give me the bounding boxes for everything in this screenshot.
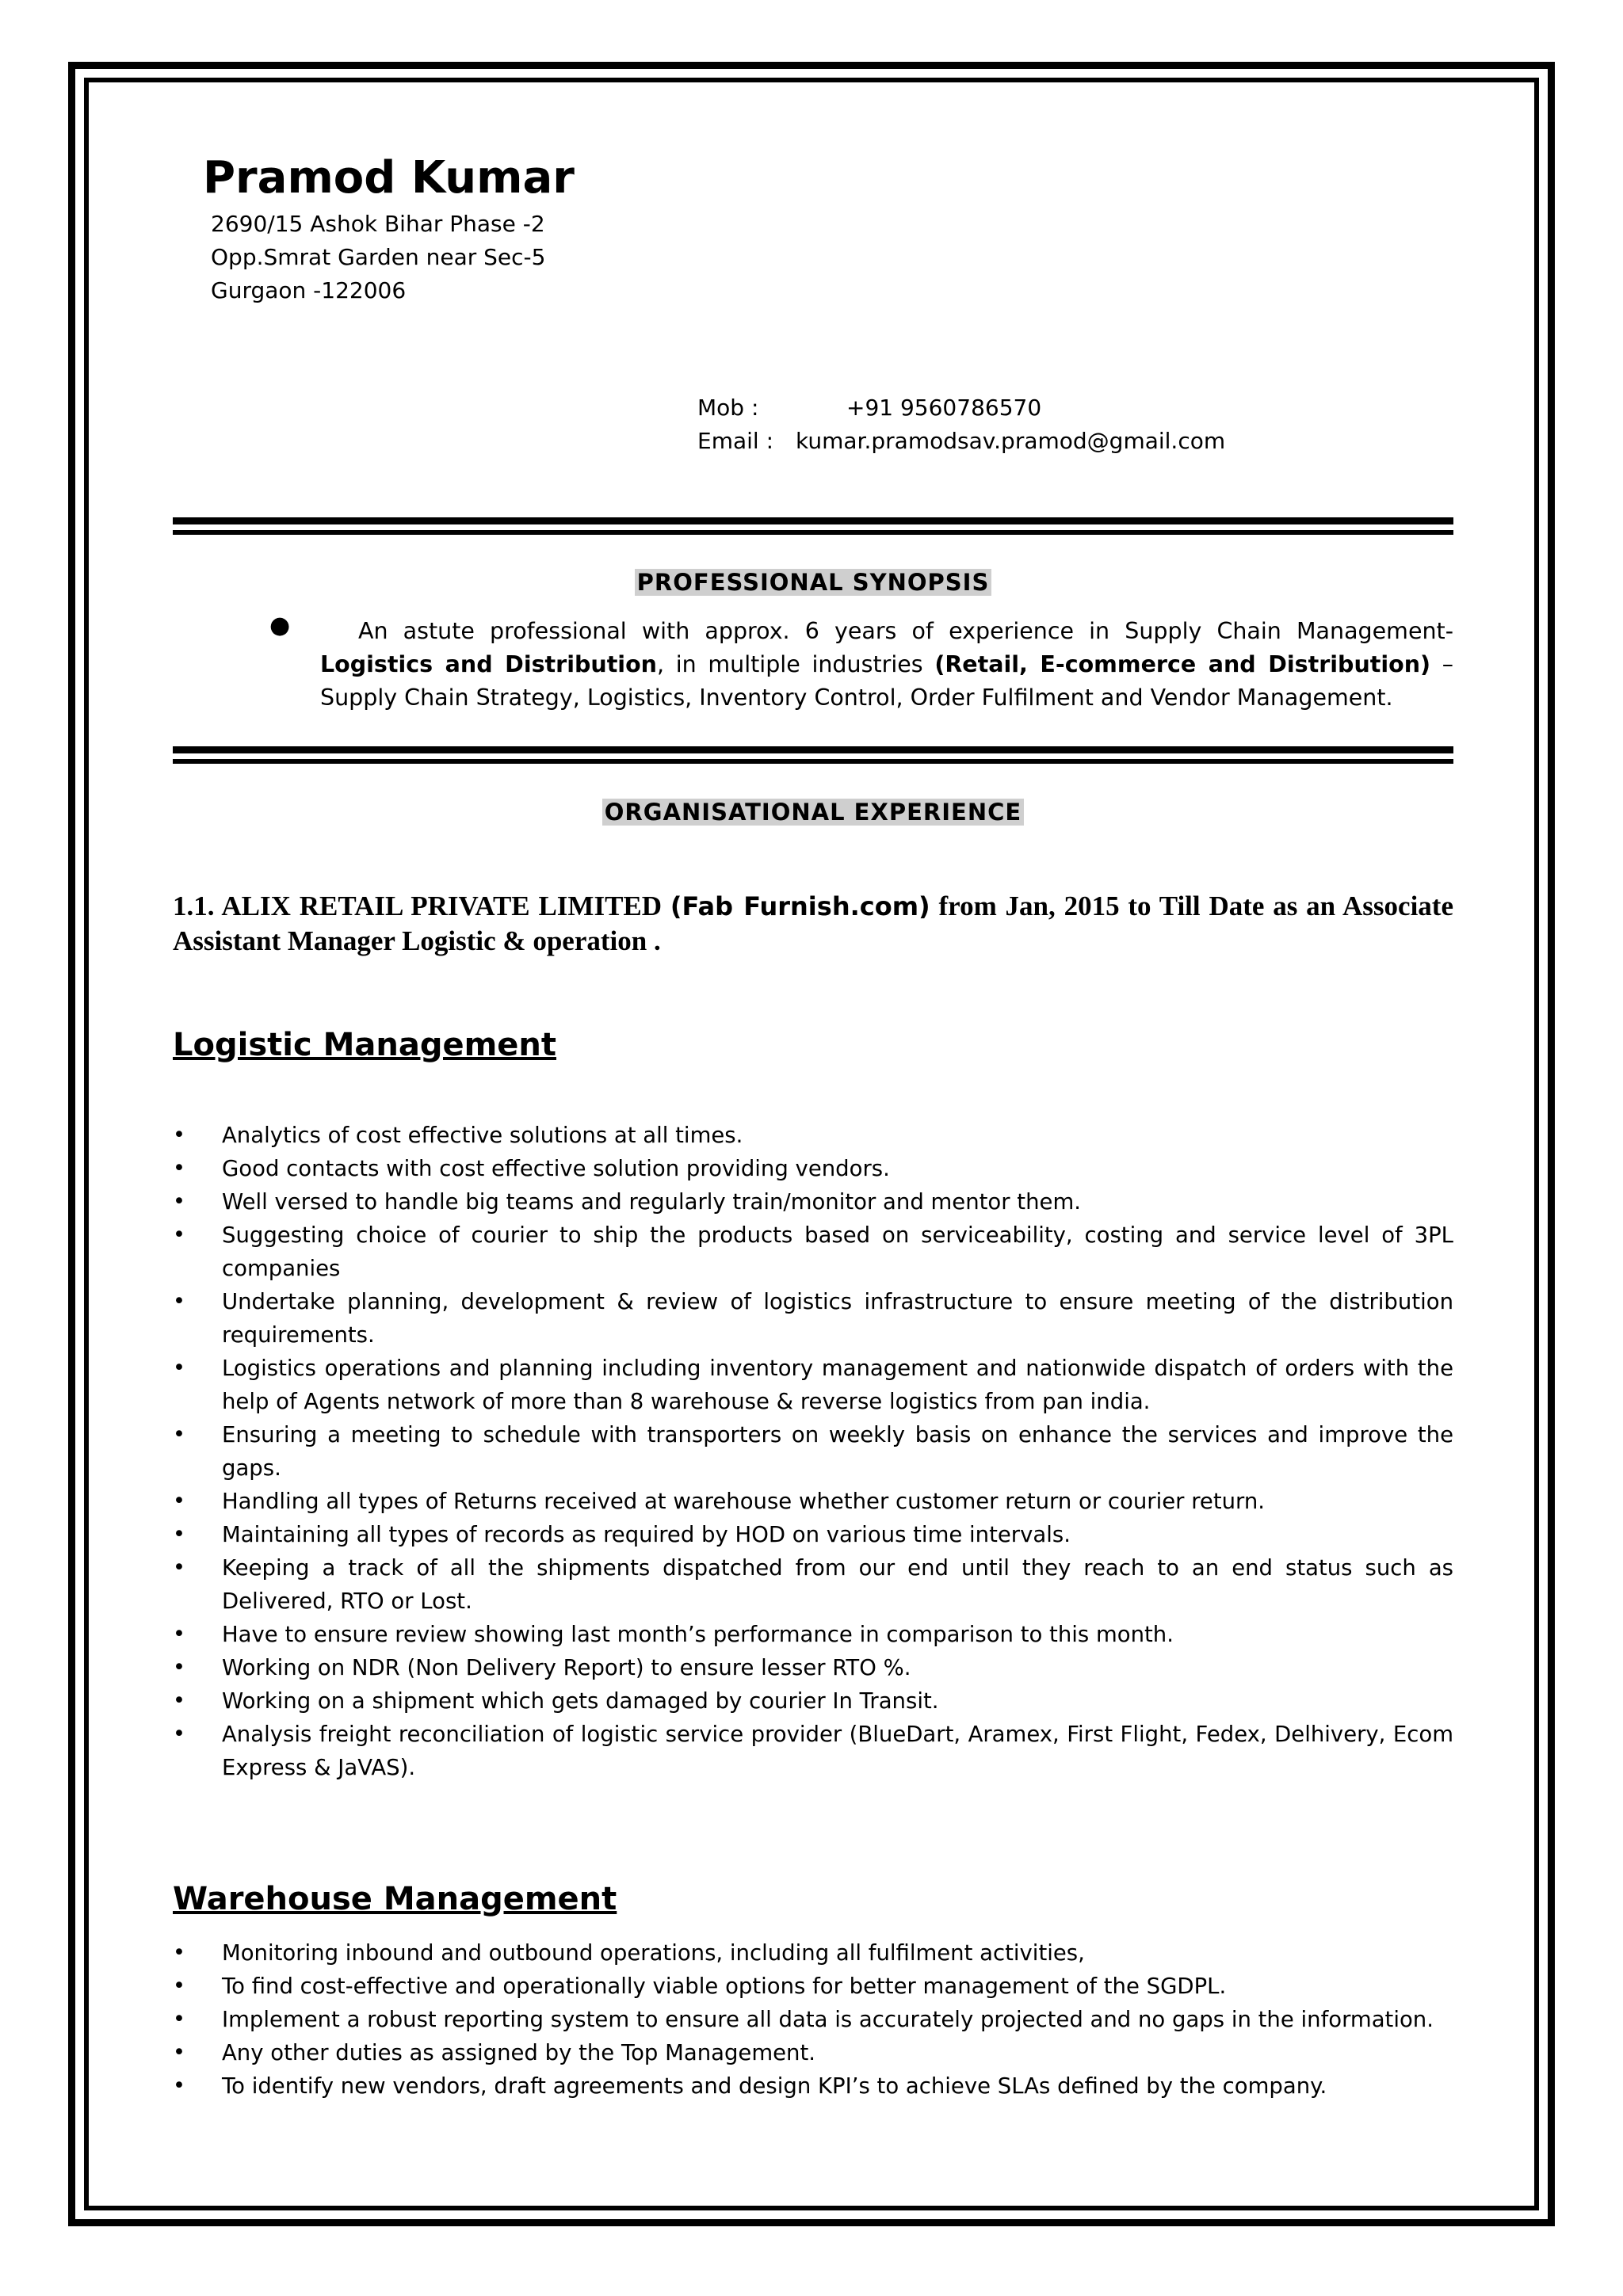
synopsis-text-1: An astute professional with approx. 6 years of experience in Supply Chain Management-	[358, 618, 1453, 644]
synopsis-title: PROFESSIONAL SYNOPSIS	[635, 569, 992, 596]
mobile-label: Mob :	[697, 395, 759, 421]
company-role: from Jan, 2015 to Till Date as an Associate Assistant Manager Logistic & operation .	[173, 891, 1453, 956]
email-row	[697, 428, 1225, 454]
synopsis-bold-2: (Retail, E-commerce and Distribution)	[934, 651, 1431, 677]
list-item: • Any other duties as assigned by the Top Management.	[173, 2036, 1453, 2069]
warehouse-heading: Warehouse Management	[173, 1881, 617, 1917]
company-name: 1.1. ALIX RETAIL PRIVATE LIMITED	[173, 891, 670, 921]
list-item: • Good contacts with cost effective solution providing vendors.	[173, 1152, 1453, 1185]
warehouse-list	[173, 1936, 1453, 2103]
list-item: • Handling all types of Returns received at warehouse whether customer return or courier return.	[173, 1485, 1453, 1518]
list-item: • Working on a shipment which gets damaged by courier In Transit.	[173, 1684, 1453, 1718]
divider-thin	[173, 530, 1453, 535]
experience-title: ORGANISATIONAL EXPERIENCE	[602, 799, 1024, 826]
email-address[interactable]: kumar.pramodsav.pramod@gmail.com	[796, 428, 1226, 454]
list-item: • Maintaining all types of records as required by HOD on various time intervals.	[173, 1518, 1453, 1551]
list-item: • Analysis freight reconciliation of logistic service provider (BlueDart, Aramex, First Flight, Fedex, Delhivery, Ecom Express & JaVAS).	[173, 1718, 1453, 1784]
list-item: • Keeping a track of all the shipments dispatched from our end until they reach to an end status such as Delivered, RTO or Lost.	[173, 1551, 1453, 1618]
list-item: • To find cost-effective and operationally viable options for better management of the SGDPL.	[173, 1970, 1453, 2003]
mobile-row	[697, 395, 1041, 421]
list-item: • Undertake planning, development & review of logistics infrastructure to ensure meeting of the distribution requirements.	[173, 1285, 1453, 1352]
divider-thick	[173, 746, 1453, 753]
mobile-number: +91 9560786570	[846, 395, 1042, 421]
logistic-heading: Logistic Management	[173, 1027, 557, 1063]
synopsis-heading	[173, 569, 1453, 596]
address-line-3: Gurgaon -122006	[211, 277, 407, 303]
list-item: • Well versed to handle big teams and regularly train/monitor and mentor them.	[173, 1185, 1453, 1219]
synopsis-bullet-icon: ●	[269, 612, 291, 639]
email-label: Email :	[697, 428, 774, 454]
list-item: • Ensuring a meeting to schedule with transporters on weekly basis on enhance the services and improve the gaps.	[173, 1418, 1453, 1485]
synopsis-bold-1: Logistics and Distribution	[320, 651, 657, 677]
list-item: • Have to ensure review showing last month’s performance in comparison to this month.	[173, 1618, 1453, 1651]
address-line-1: 2690/15 Ashok Bihar Phase -2	[211, 211, 545, 237]
address-line-2: Opp.Smrat Garden near Sec-5	[211, 244, 546, 270]
candidate-name: Pramod Kumar	[203, 152, 575, 204]
divider-thick	[173, 517, 1453, 524]
list-item: • Suggesting choice of courier to ship the products based on serviceability, costing and service level of 3PL companies	[173, 1219, 1453, 1285]
synopsis-paragraph	[320, 615, 1453, 715]
logistic-list	[173, 1119, 1453, 1784]
list-item: • To identify new vendors, draft agreements and design KPI’s to achieve SLAs defined by the company.	[173, 2069, 1453, 2103]
list-item: • Working on NDR (Non Delivery Report) to ensure lesser RTO %.	[173, 1651, 1453, 1684]
company-entry	[173, 889, 1453, 959]
company-site: (Fab Furnish.com)	[670, 891, 930, 921]
list-item: • Logistics operations and planning including inventory management and nationwide dispatch of orders with the help of Agents network of more than 8 warehouse & reverse logistics from pan india.	[173, 1352, 1453, 1418]
list-item: • Analytics of cost effective solutions at all times.	[173, 1119, 1453, 1152]
experience-heading	[173, 799, 1453, 826]
list-item: • Implement a robust reporting system to ensure all data is accurately projected and no gaps in the information.	[173, 2003, 1453, 2036]
synopsis-text-2: , in multiple industries	[656, 651, 935, 677]
list-item: • Monitoring inbound and outbound operations, including all fulfilment activities,	[173, 1936, 1453, 1970]
synopsis-text-3: – Supply Chain Strategy, Logistics, Inventory Control, Order Fulfilment and Vendor Management.	[320, 651, 1453, 711]
divider-thin	[173, 759, 1453, 764]
